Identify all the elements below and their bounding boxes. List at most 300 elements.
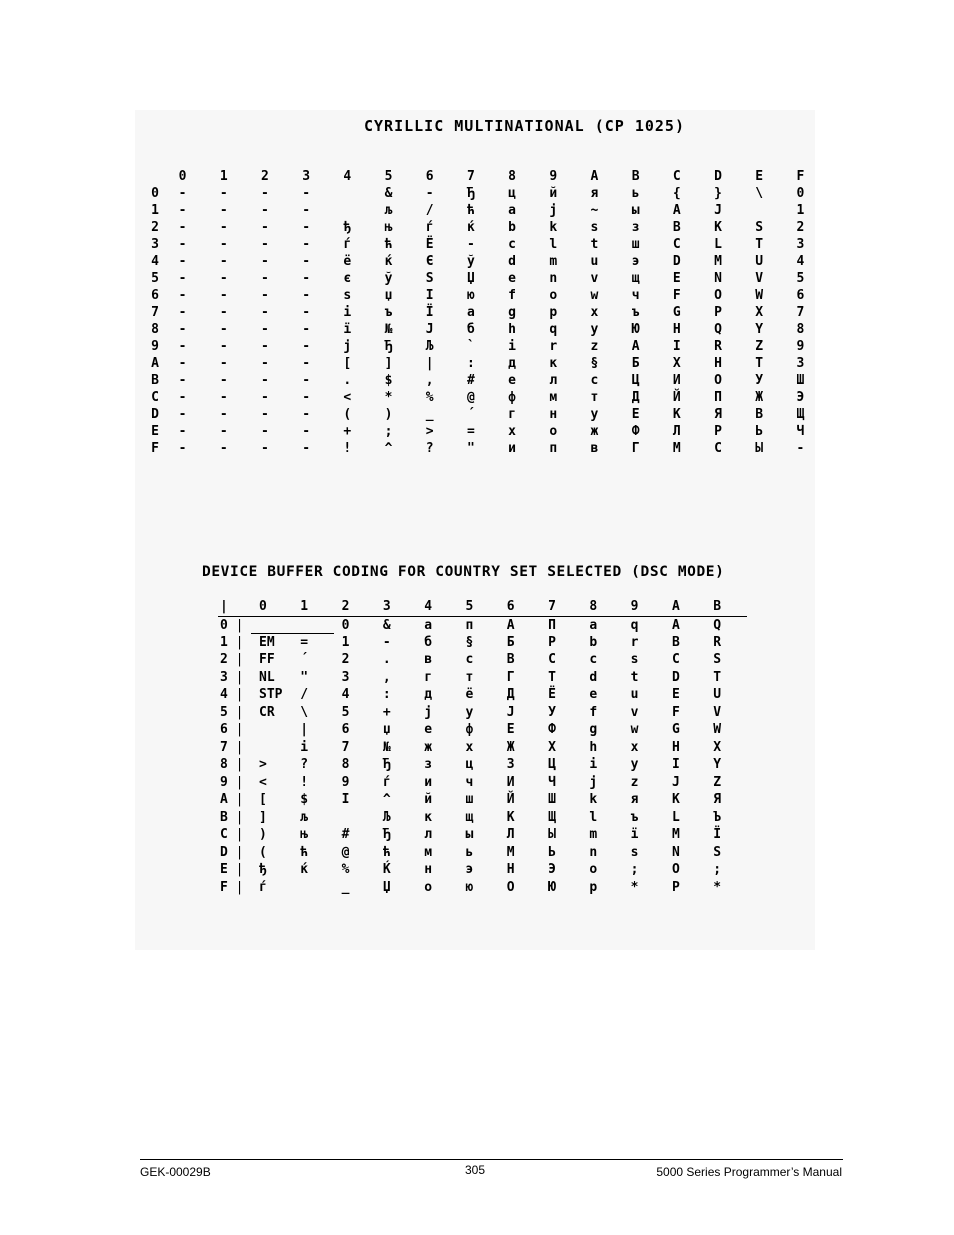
table-cell: -: [302, 390, 311, 405]
table-cell: [327, 185, 368, 202]
table-row: [218, 616, 747, 634]
table-cell: с: [465, 652, 474, 668]
column-header: 7: [466, 169, 475, 184]
table-cell: S: [713, 844, 722, 860]
table-row: [218, 634, 747, 652]
table-row: [218, 651, 747, 669]
table-cell: STP: [259, 687, 283, 703]
table-cell: I: [671, 757, 680, 773]
table-cell: [327, 202, 368, 219]
table-cell: s: [590, 220, 599, 235]
row-header: 1: [151, 203, 159, 218]
column-header: 4: [424, 599, 433, 615]
table-cell: -: [261, 424, 269, 439]
table-cell: ъ: [630, 809, 639, 825]
table-cell: Є: [425, 254, 434, 269]
table-cell: Ђ: [382, 827, 391, 843]
table-cell: -: [261, 288, 269, 303]
table-cell: ќ: [300, 862, 309, 878]
table-cell: K: [714, 220, 722, 235]
table-cell: -: [178, 407, 187, 422]
table-cell: Q: [713, 617, 722, 633]
row-header: E |: [220, 862, 244, 878]
table-cell: ъ: [384, 305, 393, 320]
table-row: [148, 406, 821, 423]
table-cell: K: [671, 792, 680, 808]
table-cell: -: [219, 237, 228, 252]
table-cell: 7: [341, 739, 350, 755]
table-cell: s: [343, 288, 352, 303]
table-cell: Ё: [548, 687, 556, 703]
table-cell: њ: [300, 827, 309, 843]
row-header: 4 |: [220, 687, 244, 703]
table-cell: E: [672, 271, 681, 286]
table-cell: -: [178, 203, 187, 218]
table-cell: U: [755, 254, 764, 269]
device-buffer-table-title: DEVICE BUFFER CODING FOR COUNTRY SET SELECTED (DSC MODE): [202, 564, 725, 580]
table-cell: З: [506, 757, 515, 773]
table-cell: я: [630, 792, 639, 808]
table-cell: Y: [755, 322, 764, 337]
table-cell: Ж: [506, 739, 515, 755]
table-cell: ћ: [384, 237, 393, 252]
table-cell: ;: [630, 862, 639, 878]
table-cell: }: [714, 186, 722, 201]
table-cell: -: [302, 186, 311, 201]
table-cell: 3: [341, 669, 350, 685]
table-cell: B: [672, 220, 681, 235]
table-cell: -: [261, 203, 269, 218]
table-cell: Z: [713, 774, 722, 790]
table-cell: Ќ: [382, 862, 391, 878]
table-cell: P: [671, 879, 680, 895]
table-cell: -: [178, 339, 187, 354]
table-cell: @: [341, 844, 350, 860]
column-header: 8: [589, 599, 598, 615]
column-header: 0: [178, 169, 187, 184]
footer-doc-id: GEK-00029B: [140, 1165, 211, 1179]
table-cell: NL: [259, 669, 275, 685]
table-cell: ;: [713, 862, 722, 878]
table-cell: Т: [548, 669, 556, 685]
table-cell: -: [261, 254, 269, 269]
table-cell: Ї: [713, 827, 722, 843]
table-cell: ь: [465, 844, 474, 860]
table-cell: ): [384, 407, 393, 422]
table-cell: F: [671, 704, 680, 720]
table-cell: N: [671, 844, 680, 860]
table-cell: y: [630, 757, 639, 773]
table-row: [148, 389, 821, 406]
table-cell: -: [219, 441, 228, 456]
table-cell: с: [590, 373, 599, 388]
table-cell: S: [755, 220, 764, 235]
table-cell: к: [424, 809, 433, 825]
table-cell: !: [300, 774, 309, 790]
table-row: [148, 355, 821, 372]
table-cell: э: [465, 862, 474, 878]
row-header: 1 |: [220, 634, 244, 650]
table-cell: ч: [631, 288, 640, 303]
column-header: 1: [300, 599, 309, 615]
table-cell: -: [302, 339, 311, 354]
table-cell: -: [302, 322, 311, 337]
table-cell: (: [259, 844, 267, 860]
column-header: 7: [548, 599, 556, 615]
table-row: [148, 304, 821, 321]
table-cell: ѓ: [382, 774, 391, 790]
footer-manual-title: 5000 Series Programmer’s Manual: [656, 1165, 842, 1179]
table-cell: -: [382, 634, 391, 650]
table-cell: w: [590, 288, 599, 303]
table-cell: Й: [672, 390, 681, 405]
table-cell: ѓ: [425, 220, 434, 235]
table-cell: -: [178, 373, 187, 388]
cyrillic-table-title: CYRILLIC MULTINATIONAL (CP 1025): [364, 117, 685, 135]
table-cell: <: [259, 774, 267, 790]
table-row: [148, 423, 821, 440]
table-cell: Ь: [548, 844, 556, 860]
table-cell: Ю: [548, 879, 556, 895]
table-cell: O: [671, 862, 680, 878]
table-cell: д: [424, 687, 433, 703]
table-cell: в: [424, 652, 433, 668]
table-cell: -: [178, 356, 187, 371]
table-cell: 0: [341, 617, 350, 633]
table-cell: у: [465, 704, 474, 720]
table-cell: -: [261, 339, 269, 354]
column-header: E: [755, 169, 764, 184]
column-header: 0: [259, 599, 267, 615]
table-cell: Q: [714, 322, 722, 337]
table-cell: -: [302, 203, 311, 218]
table-cell: i: [589, 757, 598, 773]
row-header: 5 |: [220, 704, 244, 720]
table-cell: (: [343, 407, 352, 422]
table-cell: д: [508, 356, 516, 371]
table-row: [218, 686, 747, 704]
table-row: [218, 756, 747, 774]
table-cell: q: [630, 617, 639, 633]
table-cell: 2: [796, 220, 805, 235]
table-cell: -: [178, 441, 187, 456]
column-header: 3: [382, 599, 391, 615]
table-cell: -: [425, 186, 434, 201]
table-cell: т: [590, 390, 599, 405]
table-cell: м: [549, 390, 558, 405]
table-cell: щ: [631, 271, 640, 286]
table-cell: ё: [343, 254, 352, 269]
column-header: 2: [261, 169, 269, 184]
table-cell: Ы: [755, 441, 764, 456]
table-row: [148, 338, 821, 355]
table-cell: А: [506, 617, 515, 633]
table-cell: \: [300, 704, 309, 720]
table-cell: Ь: [755, 424, 764, 439]
row-header: 7: [151, 305, 159, 320]
table-cell: П: [714, 390, 722, 405]
table-cell: Б: [506, 634, 515, 650]
table-cell: f: [508, 288, 516, 303]
table-cell: Џ: [466, 271, 475, 286]
table-cell: -: [261, 356, 269, 371]
table-cell: D: [671, 669, 680, 685]
table-cell: -: [178, 390, 187, 405]
row-header: F |: [220, 879, 244, 895]
table-cell: -: [178, 254, 187, 269]
table-cell: FF: [259, 652, 275, 668]
table-cell: -: [302, 220, 311, 235]
column-header: D: [714, 169, 722, 184]
table-cell: Ъ: [713, 809, 722, 825]
table-cell: ћ: [300, 844, 309, 860]
table-cell: Ђ: [384, 339, 393, 354]
table-cell: И: [672, 373, 681, 388]
table-cell: O: [714, 288, 722, 303]
table-cell: Ф: [548, 722, 556, 738]
table-cell: 9: [796, 339, 805, 354]
table-cell: -: [219, 271, 228, 286]
table-cell: z: [590, 339, 599, 354]
table-cell: ќ: [466, 220, 475, 235]
table-cell: -: [219, 220, 228, 235]
table-cell: ": [466, 441, 475, 456]
table-cell: V: [755, 271, 764, 286]
table-cell: е: [424, 722, 433, 738]
table-cell: Х: [548, 739, 556, 755]
table-row: [148, 185, 821, 202]
table-cell: -: [219, 424, 228, 439]
row-header: E: [151, 424, 159, 439]
table-cell: c: [508, 237, 516, 252]
table-cell: о: [424, 879, 433, 895]
table-cell: ђ: [343, 220, 352, 235]
column-header: A: [590, 169, 599, 184]
table-cell: М: [672, 441, 681, 456]
table-cell: h: [508, 322, 516, 337]
table-cell: S: [425, 271, 434, 286]
table-cell: -: [178, 271, 187, 286]
row-header: A |: [220, 792, 244, 808]
table-cell: y: [590, 322, 599, 337]
table-cell: Ђ: [382, 757, 391, 773]
table-cell: -: [219, 288, 228, 303]
table-cell: -: [178, 237, 187, 252]
table-cell: з: [424, 757, 433, 773]
table-cell: [251, 616, 292, 634]
table-cell: Ч: [548, 774, 556, 790]
table-cell: x: [590, 305, 599, 320]
row-header: 8: [151, 322, 159, 337]
table-cell: ;: [384, 424, 393, 439]
table-cell: ´: [466, 407, 475, 422]
table-cell: J: [671, 774, 680, 790]
table-cell: C: [672, 237, 681, 252]
table-cell: ё: [465, 687, 474, 703]
table-cell: К: [506, 809, 515, 825]
table-cell: ы: [631, 203, 640, 218]
table-cell: Ж: [755, 390, 764, 405]
table-cell: G: [672, 305, 681, 320]
table-cell: ф: [465, 722, 474, 738]
table-cell: $: [384, 373, 393, 388]
table-cell: .: [343, 373, 352, 388]
table-cell: m: [549, 254, 558, 269]
table-cell: х: [465, 739, 474, 755]
table-cell: #: [466, 373, 475, 388]
table-cell: -: [302, 254, 311, 269]
table-row: [148, 440, 821, 457]
table-cell: Д: [506, 687, 515, 703]
table-row: [218, 809, 747, 827]
row-header: B |: [220, 809, 244, 825]
table-cell: =: [466, 424, 475, 439]
row-header: 8 |: [220, 757, 244, 773]
table-cell: 5: [341, 704, 350, 720]
table-cell: Я: [713, 792, 722, 808]
table-cell: у: [590, 407, 599, 422]
table-cell: С: [548, 652, 556, 668]
table-cell: -: [302, 424, 311, 439]
table-cell: њ: [384, 220, 393, 235]
row-header: D |: [220, 844, 244, 860]
table-cell: т: [465, 669, 474, 685]
table-cell: ю: [465, 879, 474, 895]
table-cell: -: [219, 305, 228, 320]
table-cell: Y: [713, 757, 722, 773]
table-cell: г: [508, 407, 516, 422]
row-header: 2 |: [220, 652, 244, 668]
table-cell: [251, 721, 292, 739]
table-cell: ): [259, 827, 267, 843]
table-cell: ћ: [382, 844, 391, 860]
table-cell: 2: [341, 652, 350, 668]
table-row: [148, 321, 821, 338]
table-cell: Н: [714, 356, 722, 371]
table-cell: н: [424, 862, 433, 878]
table-cell: -: [219, 407, 228, 422]
table-cell: Б: [631, 356, 640, 371]
table-cell: ф: [508, 390, 516, 405]
table-cell: W: [713, 722, 722, 738]
table-cell: .: [382, 652, 391, 668]
row-header: 9: [151, 339, 159, 354]
table-cell: ђ: [259, 862, 267, 878]
table-cell: v: [630, 704, 639, 720]
table-cell: з: [631, 220, 640, 235]
table-cell: Г: [631, 441, 640, 456]
table-cell: 7: [796, 305, 805, 320]
column-header: B: [713, 599, 722, 615]
table-cell: n: [549, 271, 558, 286]
table-cell: o: [549, 288, 558, 303]
table-cell: *: [713, 879, 722, 895]
table-cell: -: [466, 237, 475, 252]
table-cell: п: [549, 441, 558, 456]
table-cell: ю: [466, 288, 475, 303]
table-cell: s: [630, 652, 639, 668]
table-cell: Ш: [796, 373, 805, 388]
table-cell: ц: [465, 757, 474, 773]
row-header: F: [151, 441, 159, 456]
column-header: A: [671, 599, 680, 615]
table-cell: P: [714, 305, 722, 320]
cyrillic-code-table: [148, 168, 821, 457]
table-cell: Е: [631, 407, 640, 422]
table-cell: g: [508, 305, 516, 320]
row-header: 7 |: [220, 739, 244, 755]
table-cell: ќ: [384, 254, 393, 269]
table-cell: %: [425, 390, 434, 405]
table-cell: Z: [755, 339, 764, 354]
table-cell: k: [589, 792, 598, 808]
column-header: F: [796, 169, 805, 184]
table-cell: В: [506, 652, 515, 668]
table-cell: Щ: [548, 809, 556, 825]
table-cell: -: [302, 305, 311, 320]
table-cell: ?: [300, 757, 309, 773]
table-cell: CR: [259, 704, 275, 720]
table-cell: _: [341, 879, 350, 895]
table-cell: U: [713, 687, 722, 703]
column-header: 9: [630, 599, 639, 615]
table-cell: 0: [796, 186, 805, 201]
table-cell: q: [549, 322, 558, 337]
table-cell: e: [589, 687, 598, 703]
table-cell: Я: [714, 407, 722, 422]
table-cell: о: [549, 424, 558, 439]
table-cell: К: [672, 407, 681, 422]
footer-rule: [140, 1159, 843, 1160]
table-cell: -: [261, 441, 269, 456]
table-cell: М: [506, 844, 515, 860]
table-cell: -: [261, 186, 269, 201]
table-cell: x: [630, 739, 639, 755]
table-row: [218, 774, 747, 792]
table-cell: V: [713, 704, 722, 720]
table-cell: M: [714, 254, 722, 269]
table-cell: б: [424, 634, 433, 650]
table-cell: >: [259, 757, 267, 773]
table-row: [148, 219, 821, 236]
table-cell: -: [302, 407, 311, 422]
table-cell: $: [300, 792, 309, 808]
table-cell: J: [714, 203, 722, 218]
table-cell: ^: [382, 792, 391, 808]
table-cell: [334, 809, 375, 827]
table-cell: 9: [341, 774, 350, 790]
table-cell: L: [671, 809, 680, 825]
table-cell: ~: [590, 203, 599, 218]
table-cell: J: [425, 322, 434, 337]
table-cell: >: [425, 424, 434, 439]
row-header: 9 |: [220, 774, 244, 790]
column-header: 8: [508, 169, 516, 184]
table-cell: -: [178, 305, 187, 320]
table-cell: k: [549, 220, 558, 235]
table-cell: &: [384, 186, 393, 201]
header-corner: |: [220, 599, 228, 615]
table-cell: п: [465, 617, 474, 633]
table-cell: [292, 879, 333, 897]
table-row: [148, 287, 821, 304]
device-buffer-code-table: [218, 598, 747, 896]
column-header: 6: [506, 599, 515, 615]
table-cell: ў: [384, 271, 393, 286]
row-header: 2: [151, 220, 159, 235]
table-cell: ь: [631, 186, 640, 201]
table-cell: T: [755, 237, 764, 252]
